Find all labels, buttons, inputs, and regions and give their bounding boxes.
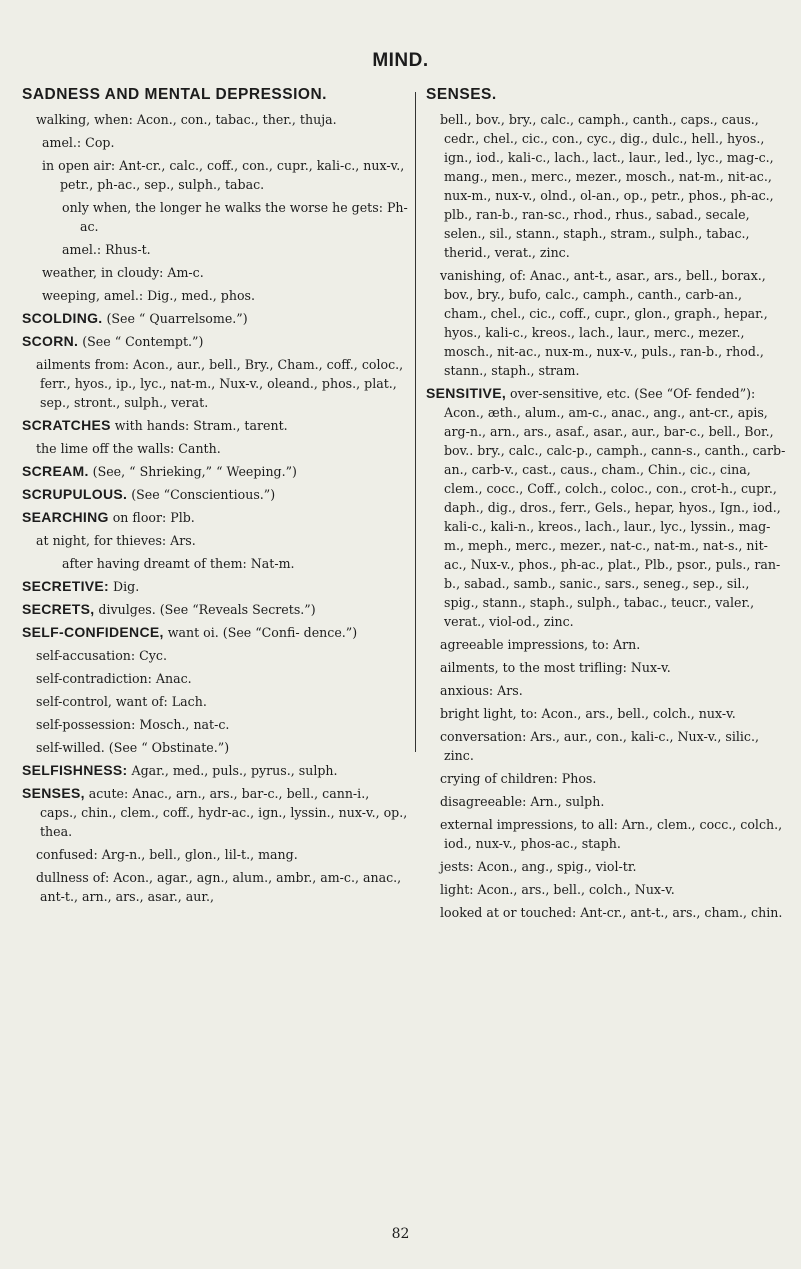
rubric-heading: SEARCHING bbox=[22, 509, 109, 525]
rubric-heading: SECRETIVE: bbox=[22, 578, 110, 594]
rubric-entry bbox=[22, 623, 410, 642]
rubric-text: ailments from: Acon., aur., bell., Bry., Cham., coff., coloc., ferr., hyos., ip., lyc., nat-m., Nux-v., oleand., phos., plat., sep., stront., sulph., verat. bbox=[36, 357, 404, 410]
rubric-entry bbox=[22, 110, 410, 129]
rubric-entry bbox=[426, 857, 786, 876]
rubric-text: self-possession: Mosch., nat-c. bbox=[36, 717, 230, 732]
rubric-entry bbox=[22, 554, 410, 573]
rubric-text: divulges. (See “Reveals Secrets.”) bbox=[94, 602, 316, 617]
rubric-entry bbox=[22, 692, 410, 711]
rubric-entry bbox=[22, 416, 410, 435]
rubric-text: weather, in cloudy: Am-c. bbox=[42, 265, 204, 280]
rubric-entry bbox=[22, 309, 410, 328]
rubric-entry bbox=[426, 266, 786, 380]
rubric-text: crying of children: Phos. bbox=[440, 771, 597, 786]
rubric-entry bbox=[22, 715, 410, 734]
rubric-entry bbox=[22, 133, 410, 152]
rubric-entry bbox=[426, 815, 786, 853]
rubric-heading: SECRETS, bbox=[22, 601, 95, 617]
rubric-entry bbox=[22, 738, 410, 757]
rubric-text: only when, the longer he walks the worse he gets: Ph-ac. bbox=[62, 200, 408, 234]
rubric-entry bbox=[426, 727, 786, 765]
rubric-text: (See “ Contempt.”) bbox=[78, 334, 204, 349]
rubric-text: light: Acon., ars., bell., colch., Nux-v. bbox=[440, 882, 675, 897]
rubric-text: self-accusation: Cyc. bbox=[36, 648, 167, 663]
rubric-entry bbox=[426, 384, 786, 631]
page-number: 82 bbox=[391, 1226, 410, 1242]
page-title: MIND. bbox=[372, 50, 429, 71]
rubric-entry bbox=[22, 462, 410, 481]
rubric-entry bbox=[22, 332, 410, 351]
rubric-entry bbox=[22, 784, 410, 841]
rubric-text: self-willed. (See “ Obstinate.”) bbox=[36, 740, 230, 755]
rubric-text: self-control, want of: Lach. bbox=[36, 694, 207, 709]
rubric-text: confused: Arg-n., bell., glon., lil-t., mang. bbox=[36, 847, 298, 862]
rubric-entry bbox=[22, 600, 410, 619]
rubric-text: looked at or touched: Ant-cr., ant-t., ars., cham., chin. bbox=[440, 905, 783, 920]
rubric-entry bbox=[22, 577, 410, 596]
rubric-text: dullness of: Acon., agar., agn., alum., ambr., am-c., anac., ant-t., arn., ars., asar., aur., bbox=[36, 870, 402, 904]
rubric-entry bbox=[22, 868, 410, 906]
rubric-text: in open air: Ant-cr., calc., coff., con., cupr., kali-c., nux-v., petr., ph-ac., sep., sulph., tabac. bbox=[42, 158, 405, 192]
rubric-entry bbox=[426, 903, 786, 922]
rubric-entry bbox=[22, 508, 410, 527]
left-entries bbox=[22, 110, 410, 906]
rubric-text: on floor: Plb. bbox=[108, 510, 195, 525]
rubric-heading: SENSES, bbox=[22, 785, 85, 801]
rubric-entry bbox=[426, 769, 786, 788]
rubric-text: want oi. (See “Confi- dence.”) bbox=[163, 625, 358, 640]
rubric-text: acute: Anac., arn., ars., bar-c., bell., cann-i., caps., chin., clem., coff., hydr-ac., ign., lyssin., nux-v., op., thea. bbox=[40, 786, 408, 839]
rubric-text: Agar., med., puls., pyrus., sulph. bbox=[127, 763, 338, 778]
rubric-heading: SENSITIVE, bbox=[426, 385, 507, 401]
rubric-entry bbox=[22, 156, 410, 194]
rubric-entry bbox=[22, 646, 410, 665]
rubric-entry bbox=[22, 286, 410, 305]
rubric-text: with hands: Stram., tarent. bbox=[110, 418, 288, 433]
rubric-entry bbox=[426, 880, 786, 899]
rubric-text: jests: Acon., ang., spig., viol-tr. bbox=[440, 859, 637, 874]
rubric-entry bbox=[426, 792, 786, 811]
rubric-entry bbox=[22, 845, 410, 864]
rubric-text: the lime off the walls: Canth. bbox=[36, 441, 221, 456]
rubric-text: disagreeable: Arn., sulph. bbox=[440, 794, 605, 809]
rubric-text: (See “Conscientious.”) bbox=[127, 487, 276, 502]
rubric-entry bbox=[426, 658, 786, 677]
rubric-text: at night, for thieves: Ars. bbox=[36, 533, 196, 548]
rubric-text: (See, “ Shrieking,” “ Weeping.”) bbox=[88, 464, 297, 479]
rubric-heading: SELFISHNESS: bbox=[22, 762, 128, 778]
right-column-heading: SENSES. bbox=[426, 86, 497, 103]
rubric-text: Dig. bbox=[109, 579, 140, 594]
rubric-entry bbox=[22, 355, 410, 412]
rubric-heading: SCREAM. bbox=[22, 463, 89, 479]
rubric-entry bbox=[22, 439, 410, 458]
rubric-text: ailments, to the most trifling: Nux-v. bbox=[440, 660, 671, 675]
left-column-heading: SADNESS AND MENTAL DEPRESSION. bbox=[22, 86, 327, 103]
rubric-heading: SCOLDING. bbox=[22, 310, 103, 326]
column-divider bbox=[415, 92, 416, 752]
rubric-entry bbox=[22, 263, 410, 282]
rubric-text: walking, when: Acon., con., tabac., ther., thuja. bbox=[36, 112, 337, 127]
rubric-text: anxious: Ars. bbox=[440, 683, 523, 698]
rubric-entry bbox=[426, 635, 786, 654]
rubric-entry bbox=[426, 681, 786, 700]
rubric-heading: SELF-CONFIDENCE, bbox=[22, 624, 164, 640]
rubric-heading: SCORN. bbox=[22, 333, 79, 349]
rubric-text: self-contradiction: Anac. bbox=[36, 671, 192, 686]
rubric-text: bell., bov., bry., calc., camph., canth., caps., caus., cedr., chel., cic., con., cyc., dig., dulc., hell., hyos., ign., iod., kali-c., lach., lact., laur., led., lyc., mag-c., mang., men., merc., mezer., mosch., nat-m., nit-ac., nux-m., nux-v., olnd., ol-an., op., petr., phos., ph-ac., plb., ran-b., ran-sc., rhod., rhus., sabad., secale, selen., sil., stann., staph., stram., sulph., tabac., therid., verat., zinc. bbox=[440, 112, 774, 260]
rubric-text: bright light, to: Acon., ars., bell., colch., nux-v. bbox=[440, 706, 736, 721]
rubric-text: external impressions, to all: Arn., clem., cocc., colch., iod., nux-v., phos-ac., staph. bbox=[440, 817, 783, 851]
right-entries bbox=[426, 110, 786, 922]
rubric-text: conversation: Ars., aur., con., kali-c., Nux-v., silic., zinc. bbox=[440, 729, 759, 763]
rubric-entry bbox=[22, 198, 410, 236]
rubric-entry bbox=[22, 485, 410, 504]
rubric-text: weeping, amel.: Dig., med., phos. bbox=[42, 288, 256, 303]
rubric-heading: SCRUPULOUS. bbox=[22, 486, 128, 502]
rubric-heading: SCRATCHES bbox=[22, 417, 111, 433]
rubric-text: amel.: Cop. bbox=[42, 135, 115, 150]
rubric-text: over-sensitive, etc. (See “Of- fended”): Acon., æth., alum., am-c., anac., ang., ant-cr., apis, arg-n., arn., ars., asaf., asar., aur., bar-c., bell., Bor., bov.. bry., calc., calc-p., camph., cann-s., canth., carb-an., carb-v., cast., caus., cham., Chin., cic., cina, clem., cocc., Coff., colch., coloc., con., crot-h., cupr., daph., dig., dros., ferr., Gels., hepar, hyos., Ign., iod., kali-c., kali-n., kreos., lach., laur., lyc., lyssin., mag-m., meph., merc., mezer., nat-c., nat-m., nat-s., nit-ac., Nux-v., phos., ph-ac., plat., Plb., psor., puls., ran-b., sabad., samb., sanic., sars., seneg., sep., sil., spig., stann., staph., sulph., tabac., teucr., valer., verat., viol-od., zinc. bbox=[444, 386, 786, 629]
rubric-text: after having dreamt of them: Nat-m. bbox=[62, 556, 295, 571]
rubric-entry bbox=[22, 761, 410, 780]
rubric-entry bbox=[426, 110, 786, 262]
rubric-text: vanishing, of: Anac., ant-t., asar., ars., bell., borax., bov., bry., bufo, calc., camph., canth., carb-an., cham., chel., cic., coff., cupr., glon., graph., hepar., hyos., kali-c., kreos., lach., laur., merc., mezer., mosch., nit-ac., nux-m., nux-v., puls., ran-b., rhod., stann., staph., stram. bbox=[440, 268, 768, 378]
rubric-text: amel.: Rhus-t. bbox=[62, 242, 151, 257]
rubric-text: (See “ Quarrelsome.”) bbox=[102, 311, 248, 326]
right-column bbox=[426, 86, 786, 926]
rubric-entry bbox=[22, 669, 410, 688]
rubric-text: agreeable impressions, to: Arn. bbox=[440, 637, 641, 652]
left-column bbox=[22, 86, 410, 910]
rubric-entry bbox=[22, 240, 410, 259]
rubric-entry bbox=[22, 531, 410, 550]
rubric-entry bbox=[426, 704, 786, 723]
